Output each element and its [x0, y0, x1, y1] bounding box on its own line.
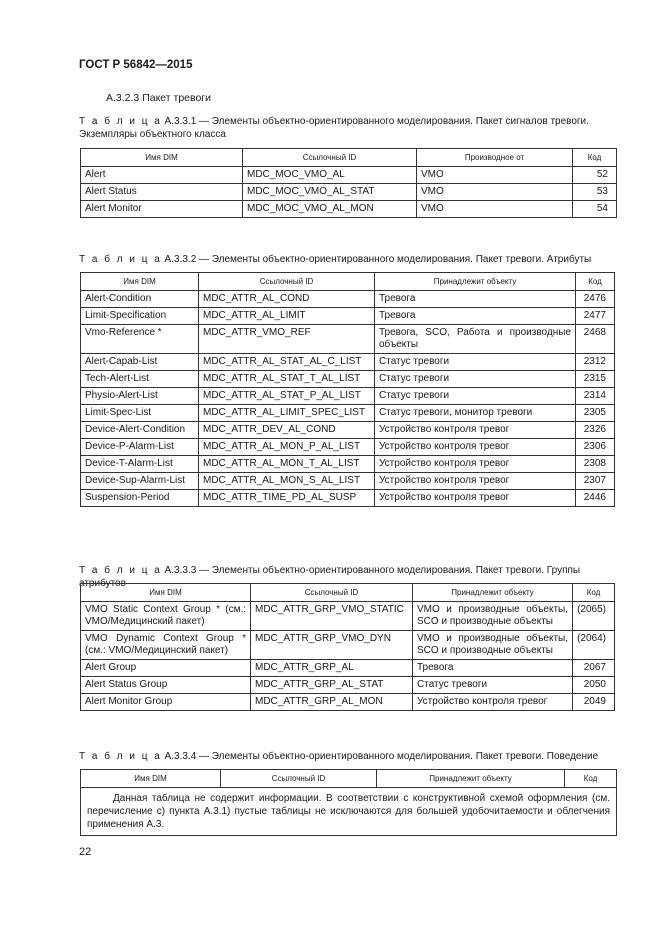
- col-header-owner: Принадлежит объекту: [377, 770, 565, 788]
- cell-owner: Тревога: [375, 308, 576, 325]
- table-row: [81, 660, 615, 677]
- cell-dim-name: Suspension-Period: [81, 490, 199, 507]
- cell-dim-name: Tech-Alert-List: [81, 371, 199, 388]
- cell-owner: VMO: [417, 184, 573, 201]
- cell-ref-id: MDC_ATTR_AL_MON_S_AL_LIST: [199, 473, 375, 490]
- table-row: [81, 439, 615, 456]
- cell-code: 2050: [573, 677, 615, 694]
- subsection-title: А.3.2.3 Пакет тревоги: [106, 92, 211, 104]
- cell-owner: Устройство контроля тревог: [375, 490, 576, 507]
- table-header-row: [81, 584, 615, 602]
- cell-ref-id: MDC_ATTR_AL_MON_P_AL_LIST: [199, 439, 375, 456]
- cell-dim-name: Physio-Alert-List: [81, 388, 199, 405]
- table-attribute-groups: [80, 583, 615, 711]
- cell-ref-id: MDC_ATTR_DEV_AL_COND: [199, 422, 375, 439]
- cell-ref-id: MDC_ATTR_AL_LIMIT: [199, 308, 375, 325]
- col-header-ref-id: Ссылочный ID: [199, 273, 375, 291]
- table-row: [81, 167, 617, 184]
- cell-code: 2308: [576, 456, 615, 473]
- cell-owner: Устройство контроля тревог: [375, 439, 576, 456]
- cell-dim-name: Alert-Condition: [81, 291, 199, 308]
- table-caption-4: Т а б л и ц а А.3.3.4 — Элементы объектно-ориентированного моделирования. Пакет тревоги. Поведение: [79, 751, 599, 762]
- cell-code: 2305: [576, 405, 615, 422]
- table-row: [81, 788, 617, 836]
- cell-code: 2307: [576, 473, 615, 490]
- table-row: [81, 308, 615, 325]
- cell-owner: Устройство контроля тревог: [375, 456, 576, 473]
- table-header-row: [81, 273, 615, 291]
- cell-owner: VMO и производные объекты, SCO и производные объекты: [413, 631, 573, 660]
- table-row: [81, 631, 615, 660]
- col-header-code: Код: [576, 273, 615, 291]
- cell-owner: Устройство контроля тревог: [413, 694, 573, 711]
- cell-dim-name: Device-P-Alarm-List: [81, 439, 199, 456]
- cell-ref-id: MDC_ATTR_AL_STAT_AL_C_LIST: [199, 354, 375, 371]
- empty-table-note: Данная таблица не содержит информации. В соответствии с конструктивной схемой оформления (см. перечисление с) пункта А.3.1) пустые таблицы не исключаются для большей удобочитаемости и облегчения применения А.3.: [81, 788, 617, 836]
- cell-ref-id: MDC_MOC_VMO_AL_STAT: [243, 184, 417, 201]
- cell-owner: VMO: [417, 201, 573, 218]
- cell-dim-name: VMO Static Context Group * (см.: VMO/Медицинский пакет): [81, 602, 251, 631]
- table-row: [81, 388, 615, 405]
- cell-code: (2064): [573, 631, 615, 660]
- cell-code: 2314: [576, 388, 615, 405]
- cell-ref-id: MDC_ATTR_VMO_REF: [199, 325, 375, 354]
- table-row: [81, 405, 615, 422]
- cell-ref-id: MDC_ATTR_AL_COND: [199, 291, 375, 308]
- cell-ref-id: MDC_ATTR_AL_MON_T_AL_LIST: [199, 456, 375, 473]
- cell-dim-name: Vmo-Reference *: [81, 325, 199, 354]
- table-attributes: [80, 272, 615, 507]
- col-header-ref-id: Ссылочный ID: [251, 584, 413, 602]
- cell-dim-name: Alert Group: [81, 660, 251, 677]
- table-caption-1: Т а б л и ц а А.3.3.1 — Элементы объектно-ориентированного моделирования. Пакет сигналов тревоги. Экземпляры объектного класса: [79, 116, 589, 140]
- table-header-row: [81, 770, 617, 788]
- table-caption-3: Т а б л и ц а А.3.3.3 — Элементы объектно-ориентированного моделирования. Пакет тревоги. Группы атрибутов: [79, 565, 581, 589]
- col-header-dim-name: Имя DIM: [81, 770, 221, 788]
- cell-code: 2326: [576, 422, 615, 439]
- table-row: [81, 602, 615, 631]
- col-header-code: Код: [573, 149, 617, 167]
- cell-code: 52: [573, 167, 617, 184]
- table-row: [81, 422, 615, 439]
- cell-owner: Статус тревоги: [375, 371, 576, 388]
- table-row: [81, 490, 615, 507]
- document-header: ГОСТ Р 56842—2015: [79, 59, 193, 71]
- cell-dim-name: Alert Status: [81, 184, 243, 201]
- table-behavior: [80, 769, 617, 836]
- col-header-code: Код: [573, 584, 615, 602]
- cell-code: 2312: [576, 354, 615, 371]
- col-header-dim-name: Имя DIM: [81, 149, 243, 167]
- cell-dim-name: Device-Alert-Condition: [81, 422, 199, 439]
- cell-ref-id: MDC_ATTR_TIME_PD_AL_SUSP: [199, 490, 375, 507]
- table-caption-2: Т а б л и ц а А.3.3.2 — Элементы объектно-ориентированного моделирования. Пакет тревоги. Атрибуты: [79, 254, 592, 265]
- table-row: [81, 291, 615, 308]
- table-row: [81, 473, 615, 490]
- cell-owner: Статус тревоги: [413, 677, 573, 694]
- table-row: [81, 371, 615, 388]
- cell-dim-name: Device-T-Alarm-List: [81, 456, 199, 473]
- cell-code: 2477: [576, 308, 615, 325]
- col-header-owner: Принадлежит объекту: [375, 273, 576, 291]
- cell-dim-name: Device-Sup-Alarm-List: [81, 473, 199, 490]
- cell-dim-name: Alert-Capab-List: [81, 354, 199, 371]
- cell-dim-name: VMO Dynamic Context Group * (см.: VMO/Медицинский пакет): [81, 631, 251, 660]
- cell-owner: VMO и производные объекты, SCO и производные объекты: [413, 602, 573, 631]
- table-row: [81, 694, 615, 711]
- table-row: [81, 354, 615, 371]
- cell-code: 2446: [576, 490, 615, 507]
- cell-ref-id: MDC_MOC_VMO_AL_MON: [243, 201, 417, 218]
- cell-code: (2065): [573, 602, 615, 631]
- cell-code: 2049: [573, 694, 615, 711]
- cell-code: 2476: [576, 291, 615, 308]
- cell-ref-id: MDC_ATTR_GRP_VMO_DYN: [251, 631, 413, 660]
- page-number: 22: [79, 846, 92, 858]
- cell-owner: Устройство контроля тревог: [375, 422, 576, 439]
- col-header-code: Код: [565, 770, 617, 788]
- cell-dim-name: Limit-Spec-List: [81, 405, 199, 422]
- cell-code: 2468: [576, 325, 615, 354]
- cell-ref-id: MDC_ATTR_GRP_AL: [251, 660, 413, 677]
- col-header-ref-id: Ссылочный ID: [221, 770, 377, 788]
- table-header-row: [81, 149, 617, 167]
- cell-code: 2067: [573, 660, 615, 677]
- cell-ref-id: MDC_ATTR_GRP_VMO_STATIC: [251, 602, 413, 631]
- col-header-dim-name: Имя DIM: [81, 584, 251, 602]
- cell-ref-id: MDC_ATTR_GRP_AL_STAT: [251, 677, 413, 694]
- cell-owner: Устройство контроля тревог: [375, 473, 576, 490]
- cell-code: 53: [573, 184, 617, 201]
- cell-owner: Тревога: [375, 291, 576, 308]
- table-row: [81, 325, 615, 354]
- cell-owner: VMO: [417, 167, 573, 184]
- cell-ref-id: MDC_ATTR_AL_STAT_T_AL_LIST: [199, 371, 375, 388]
- cell-owner: Статус тревоги: [375, 388, 576, 405]
- cell-dim-name: Alert Monitor Group: [81, 694, 251, 711]
- cell-dim-name: Alert Status Group: [81, 677, 251, 694]
- cell-ref-id: MDC_MOC_VMO_AL: [243, 167, 417, 184]
- table-row: [81, 201, 617, 218]
- cell-code: 2306: [576, 439, 615, 456]
- cell-ref-id: MDC_ATTR_GRP_AL_MON: [251, 694, 413, 711]
- table-row: [81, 184, 617, 201]
- cell-dim-name: Limit-Specification: [81, 308, 199, 325]
- col-header-ref-id: Ссылочный ID: [243, 149, 417, 167]
- cell-ref-id: MDC_ATTR_AL_STAT_P_AL_LIST: [199, 388, 375, 405]
- cell-ref-id: MDC_ATTR_AL_LIMIT_SPEC_LIST: [199, 405, 375, 422]
- col-header-derived-from: Производное от: [417, 149, 573, 167]
- cell-code: 2315: [576, 371, 615, 388]
- col-header-owner: Принадлежит объекту: [413, 584, 573, 602]
- cell-dim-name: Alert Monitor: [81, 201, 243, 218]
- table-object-instances: [80, 148, 617, 218]
- col-header-dim-name: Имя DIM: [81, 273, 199, 291]
- cell-owner: Тревога: [413, 660, 573, 677]
- table-row: [81, 456, 615, 473]
- cell-code: 54: [573, 201, 617, 218]
- cell-dim-name: Alert: [81, 167, 243, 184]
- table-row: [81, 677, 615, 694]
- cell-owner: Тревога, SCO, Работа и производные объекты: [375, 325, 576, 354]
- cell-owner: Статус тревоги: [375, 354, 576, 371]
- cell-owner: Статус тревоги, монитор тревоги: [375, 405, 576, 422]
